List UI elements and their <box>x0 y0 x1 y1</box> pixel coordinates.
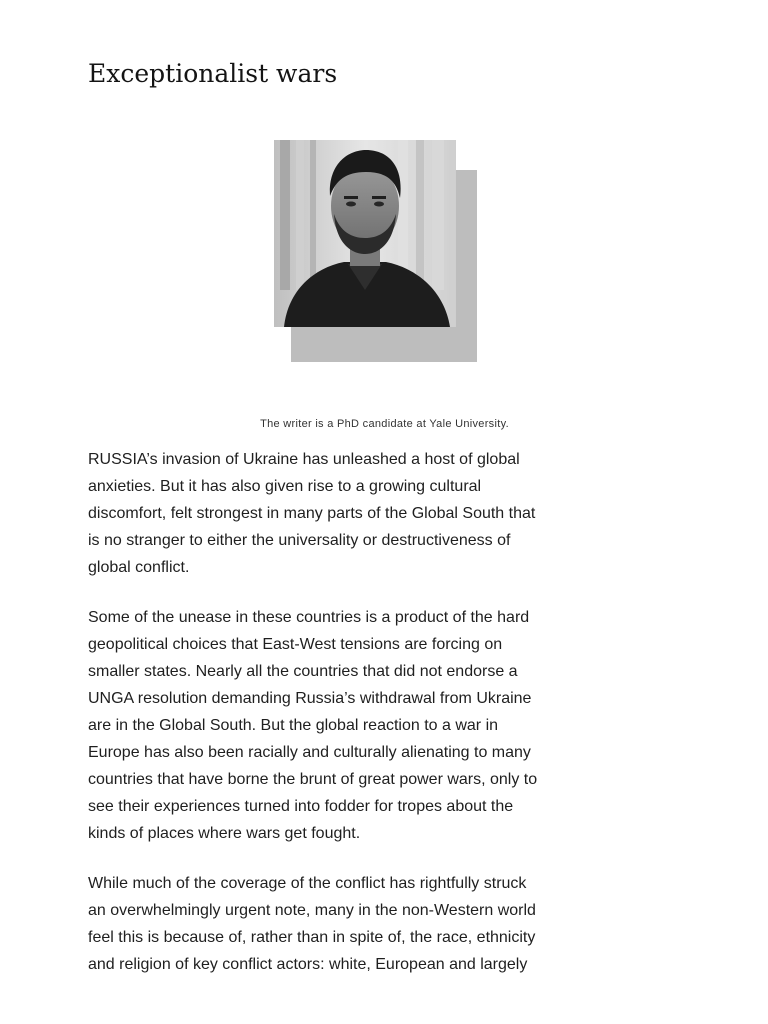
article-body <box>88 446 588 1001</box>
author-portrait-icon <box>274 140 456 327</box>
photo-caption: The writer is a PhD candidate at Yale University. <box>260 418 509 430</box>
article-paragraph: Some of the unease in these countries is a product of the hard geopolitical choices that East-West tensions are forcing on smaller states. Nearly all the countries that did not endorse a UNGA resolution demanding Russia’s withdrawal from Ukraine are in the Global South. But the global reaction to a war in Europe has also been racially and culturally alienating to many countries that have borne the brunt of great power wars, only to see their experiences turned into fodder for tropes about the kinds of places where wars get fought. <box>88 609 538 842</box>
author-photo <box>274 140 456 327</box>
article-title: Exceptionalist wars <box>88 59 338 88</box>
article-paragraph: RUSSIA’s invasion of Ukraine has unleashed a host of global anxieties. But it has also given rise to a growing cultural discomfort, felt strongest in many parts of the Global South that is no stranger to either the universality or destructiveness of global conflict. <box>88 451 536 576</box>
article-paragraph: While much of the coverage of the conflict has rightfully struck an overwhelmingly urgent note, many in the non-Western world feel this is because of, rather than in spite of, the race, ethnicity and religion of key conflict actors: white, European and largely <box>88 875 536 973</box>
author-figure <box>274 140 480 364</box>
